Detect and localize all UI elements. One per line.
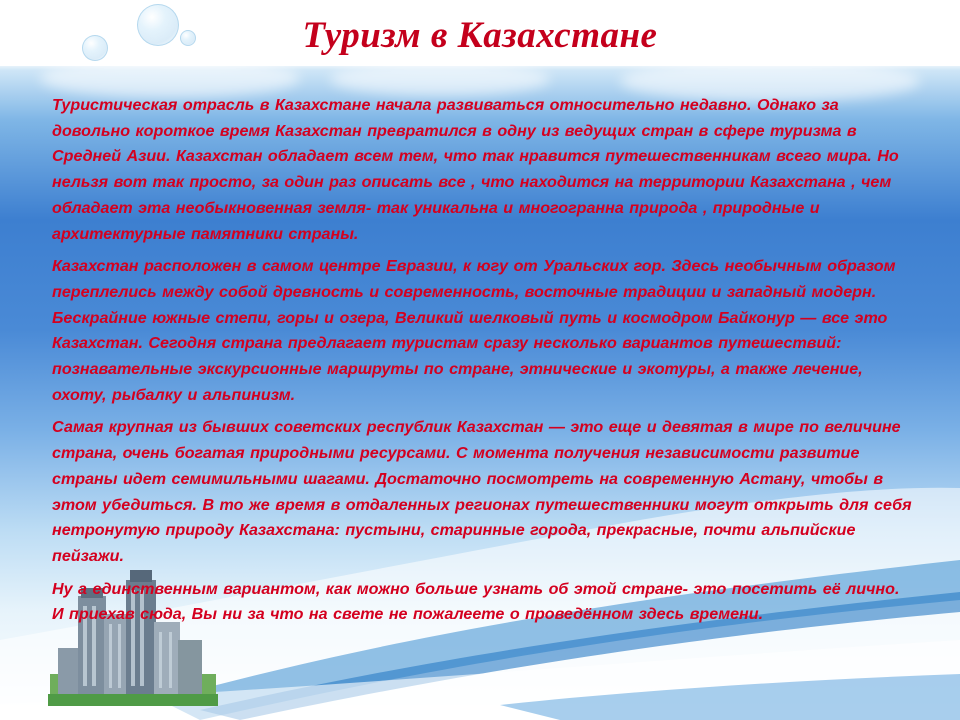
slide-title: Туризм в Казахстане [302, 15, 658, 56]
paragraph: Туристическая отрасль в Казахстане начала развиваться относительно недавно. Однако за довольно короткое время Казахстан превратился в одну из ведущих стран в сфере туризма в Средней Азии. Казахстан обладает всем тем, что так нравится путешественникам всего мира. Но нельзя вот так просто, за один раз описать все , что находится на территории Казахстана , чем обладает эта необыкновенная земля- так уникальна и многогранна природа , природные и архитектурные памятники страны. [52, 96, 899, 243]
slide-body [52, 93, 912, 635]
paragraph: Самая крупная из бывших советских республик Казахстан — это еще и девятая в мире по величине страна, очень богатая природными ресурсами. С момента получения независимости развитие страны идет семимильными шагами. Достаточно посмотреть на современную Астану, чтобы в этом убедиться. В то же время в отдаленных регионах путешественники могут открыть для себя нетронутую природу Казахстана: пустыни, старинные города, прекрасные, почти альпийские пейзажи. [52, 418, 912, 565]
paragraph: Ну а единственным вариантом, как можно больше узнать об этой стране- это посетить её лично. И приехав сюда, Вы ни за что на свете не пожалеете о проведённом здесь времени. [52, 579, 900, 624]
paragraph: Казахстан расположен в самом центре Евразии, к югу от Уральских гор. Здесь необычным образом переплелись между собой древность и современность, восточные традиции и западный модерн. Бескрайние южные степи, горы и озера, Великий шелковый путь и космодром Байконур — все это Казахстан. Сегодня страна предлагает туристам сразу несколько вариантов путешествий: познавательные экскурсионные маршруты по стране, этнические и экотуры, а также лечение, охоту, рыбалку и альпинизм. [52, 257, 896, 404]
